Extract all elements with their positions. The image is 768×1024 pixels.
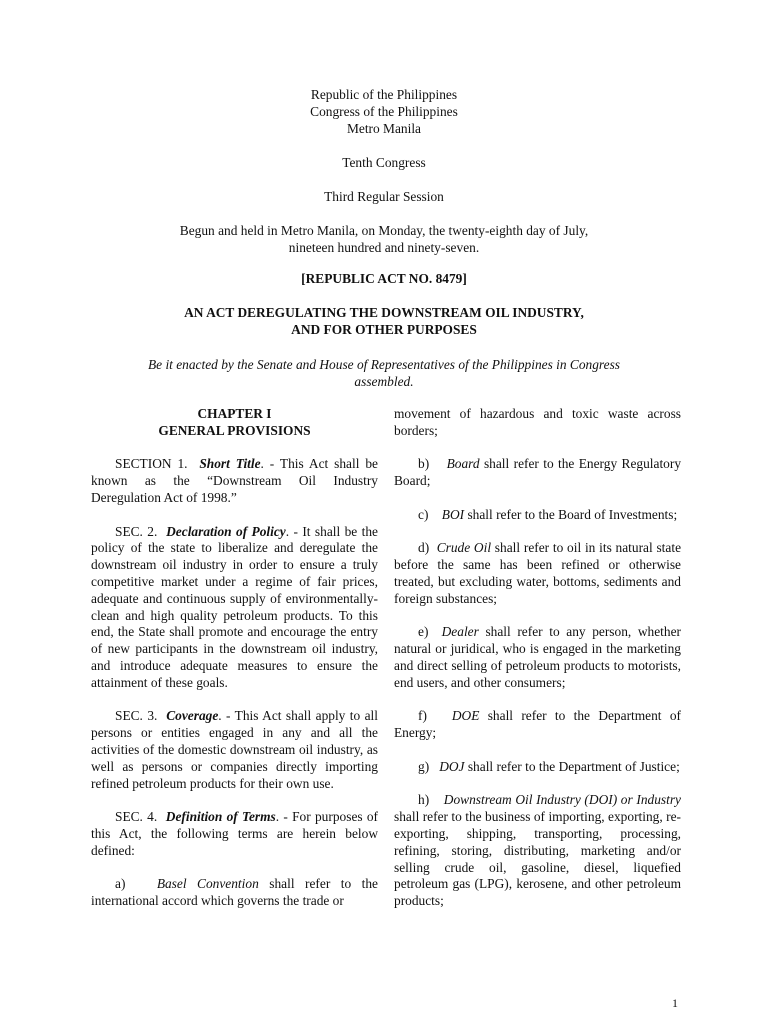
section-1-body: . - This Act shall be known as the “Downstream Oil Industry Deregulation Act of 1998.”	[91, 456, 378, 505]
definition-g-marker: g)	[418, 758, 430, 774]
definition-d-body: shall refer to oil in its natural state before the same has been refined or otherwise treated, but excluding water, bottoms, sediments and foreign substances;	[394, 540, 682, 606]
section-2-body: . - It shall be the policy of the state to liberalize and deregulate the downstream oil industry in order to ensure a truly competitive market under a regime of fair prices, adequate and continuous supply of environmentally-clean and high quality petroleum products. To this end, the State shall promote and encourage the entry of new participants in the downstream oil industry, and introduce adequate measures to ensure the attainment of these goals.	[91, 523, 378, 690]
left-column	[91, 406, 378, 927]
enacting-clause: Be it enacted by the Senate and House of Representatives of the Philippines in Congress assembled.	[147, 357, 621, 389]
definition-h-term: Downstream Oil Industry (DOI) or Industry	[443, 792, 682, 808]
header-congress: Congress of the Philippines	[310, 104, 458, 119]
definition-c-term: BOI	[441, 506, 465, 522]
act-number: [REPUBLIC ACT NO. 8479]	[301, 271, 467, 286]
definition-f-marker: f)	[418, 708, 427, 724]
header-location: Metro Manila	[346, 121, 421, 136]
definition-a-body: shall refer to the international accord which governs the trade or	[91, 876, 378, 909]
definition-a-term: Basel Convention	[156, 876, 259, 892]
definition-a-continued: movement of hazardous and toxic waste across borders;	[394, 406, 681, 438]
section-3-title: Coverage	[166, 708, 219, 724]
section-1	[91, 456, 378, 506]
definition-f	[394, 708, 681, 742]
section-4-body: . - For purposes of this Act, the following terms are herein below defined:	[91, 809, 379, 858]
chapter-name: GENERAL PROVISIONS	[158, 422, 311, 438]
definition-e-marker: e)	[418, 624, 429, 640]
document-header	[0, 86, 768, 256]
definition-d-marker: d)	[418, 540, 430, 556]
definition-e-term: Dealer	[441, 624, 479, 640]
definition-c-body: shall refer to the Board of Investments;	[464, 506, 678, 522]
section-2-label: SEC. 2.	[115, 523, 158, 539]
page-number: 1	[672, 996, 678, 1010]
definition-g-body: shall refer to the Department of Justice;	[464, 758, 680, 774]
definition-f-body: shall refer to the Department of Energy;	[394, 708, 681, 741]
header-begun-line1: Begun and held in Metro Manila, on Monday, the twenty-eighth day of July,	[179, 223, 589, 238]
definition-e	[394, 624, 681, 691]
section-2-title: Declaration of Policy	[166, 523, 286, 539]
section-1-label: SECTION 1.	[115, 456, 188, 472]
section-4	[91, 809, 378, 859]
definition-a	[91, 876, 378, 910]
definition-h-marker: h)	[418, 792, 430, 808]
section-4-label: SEC. 4.	[115, 809, 158, 825]
header-republic: Republic of the Philippines	[310, 87, 458, 102]
definition-b-marker: b)	[418, 456, 430, 472]
definition-f-term: DOE	[451, 708, 480, 724]
section-3-label: SEC. 3.	[115, 708, 158, 724]
definition-e-body: shall refer to any person, whether natural or juridical, who is engaged in the marketing and direct selling of petroleum products to motorists, end users, and other consumers;	[394, 624, 681, 690]
chapter-number: CHAPTER I	[197, 406, 272, 421]
definition-b	[394, 456, 681, 490]
act-title-line1: AN ACT DEREGULATING THE DOWNSTREAM OIL INDUSTRY,	[184, 305, 584, 320]
chapter-heading	[91, 406, 378, 440]
section-3-body: . - This Act shall apply to all persons or entities engaged in any and all the activities of the domestic downstream oil industry, as well as persons or companies directly importing refined petroleum products for their own use.	[91, 708, 379, 791]
definition-b-term: Board	[446, 456, 480, 472]
section-1-title: Short Title	[199, 456, 261, 472]
definition-h	[394, 792, 681, 910]
definition-d	[394, 540, 681, 607]
act-title-line2: AND FOR OTHER PURPOSES	[291, 322, 477, 337]
section-4-title: Definition of Terms	[165, 809, 276, 825]
definition-c	[394, 507, 681, 524]
header-begun-line2: nineteen hundred and ninety-seven.	[288, 240, 480, 255]
section-2	[91, 524, 378, 692]
definition-h-body: shall refer to the business of importing, exporting, re-exporting, shipping, transporting, processing, refining, storing, distributing, marketing and/or selling crude oil, gasoline, diesel, liquefied petroleum gas (LPG), kerosene, and other petroleum products;	[394, 809, 681, 909]
act-title-block	[0, 270, 768, 338]
definition-a-marker: a)	[115, 876, 126, 892]
definition-c-marker: c)	[418, 506, 429, 522]
header-congress-number: Tenth Congress	[342, 155, 426, 170]
header-session: Third Regular Session	[324, 189, 444, 204]
definition-d-term: Crude Oil	[436, 540, 492, 556]
section-3	[91, 708, 378, 792]
right-column	[394, 406, 681, 927]
definition-b-body: shall refer to the Energy Regulatory Board;	[394, 456, 682, 489]
definition-g	[394, 759, 681, 776]
definition-g-term: DOJ	[439, 758, 465, 774]
